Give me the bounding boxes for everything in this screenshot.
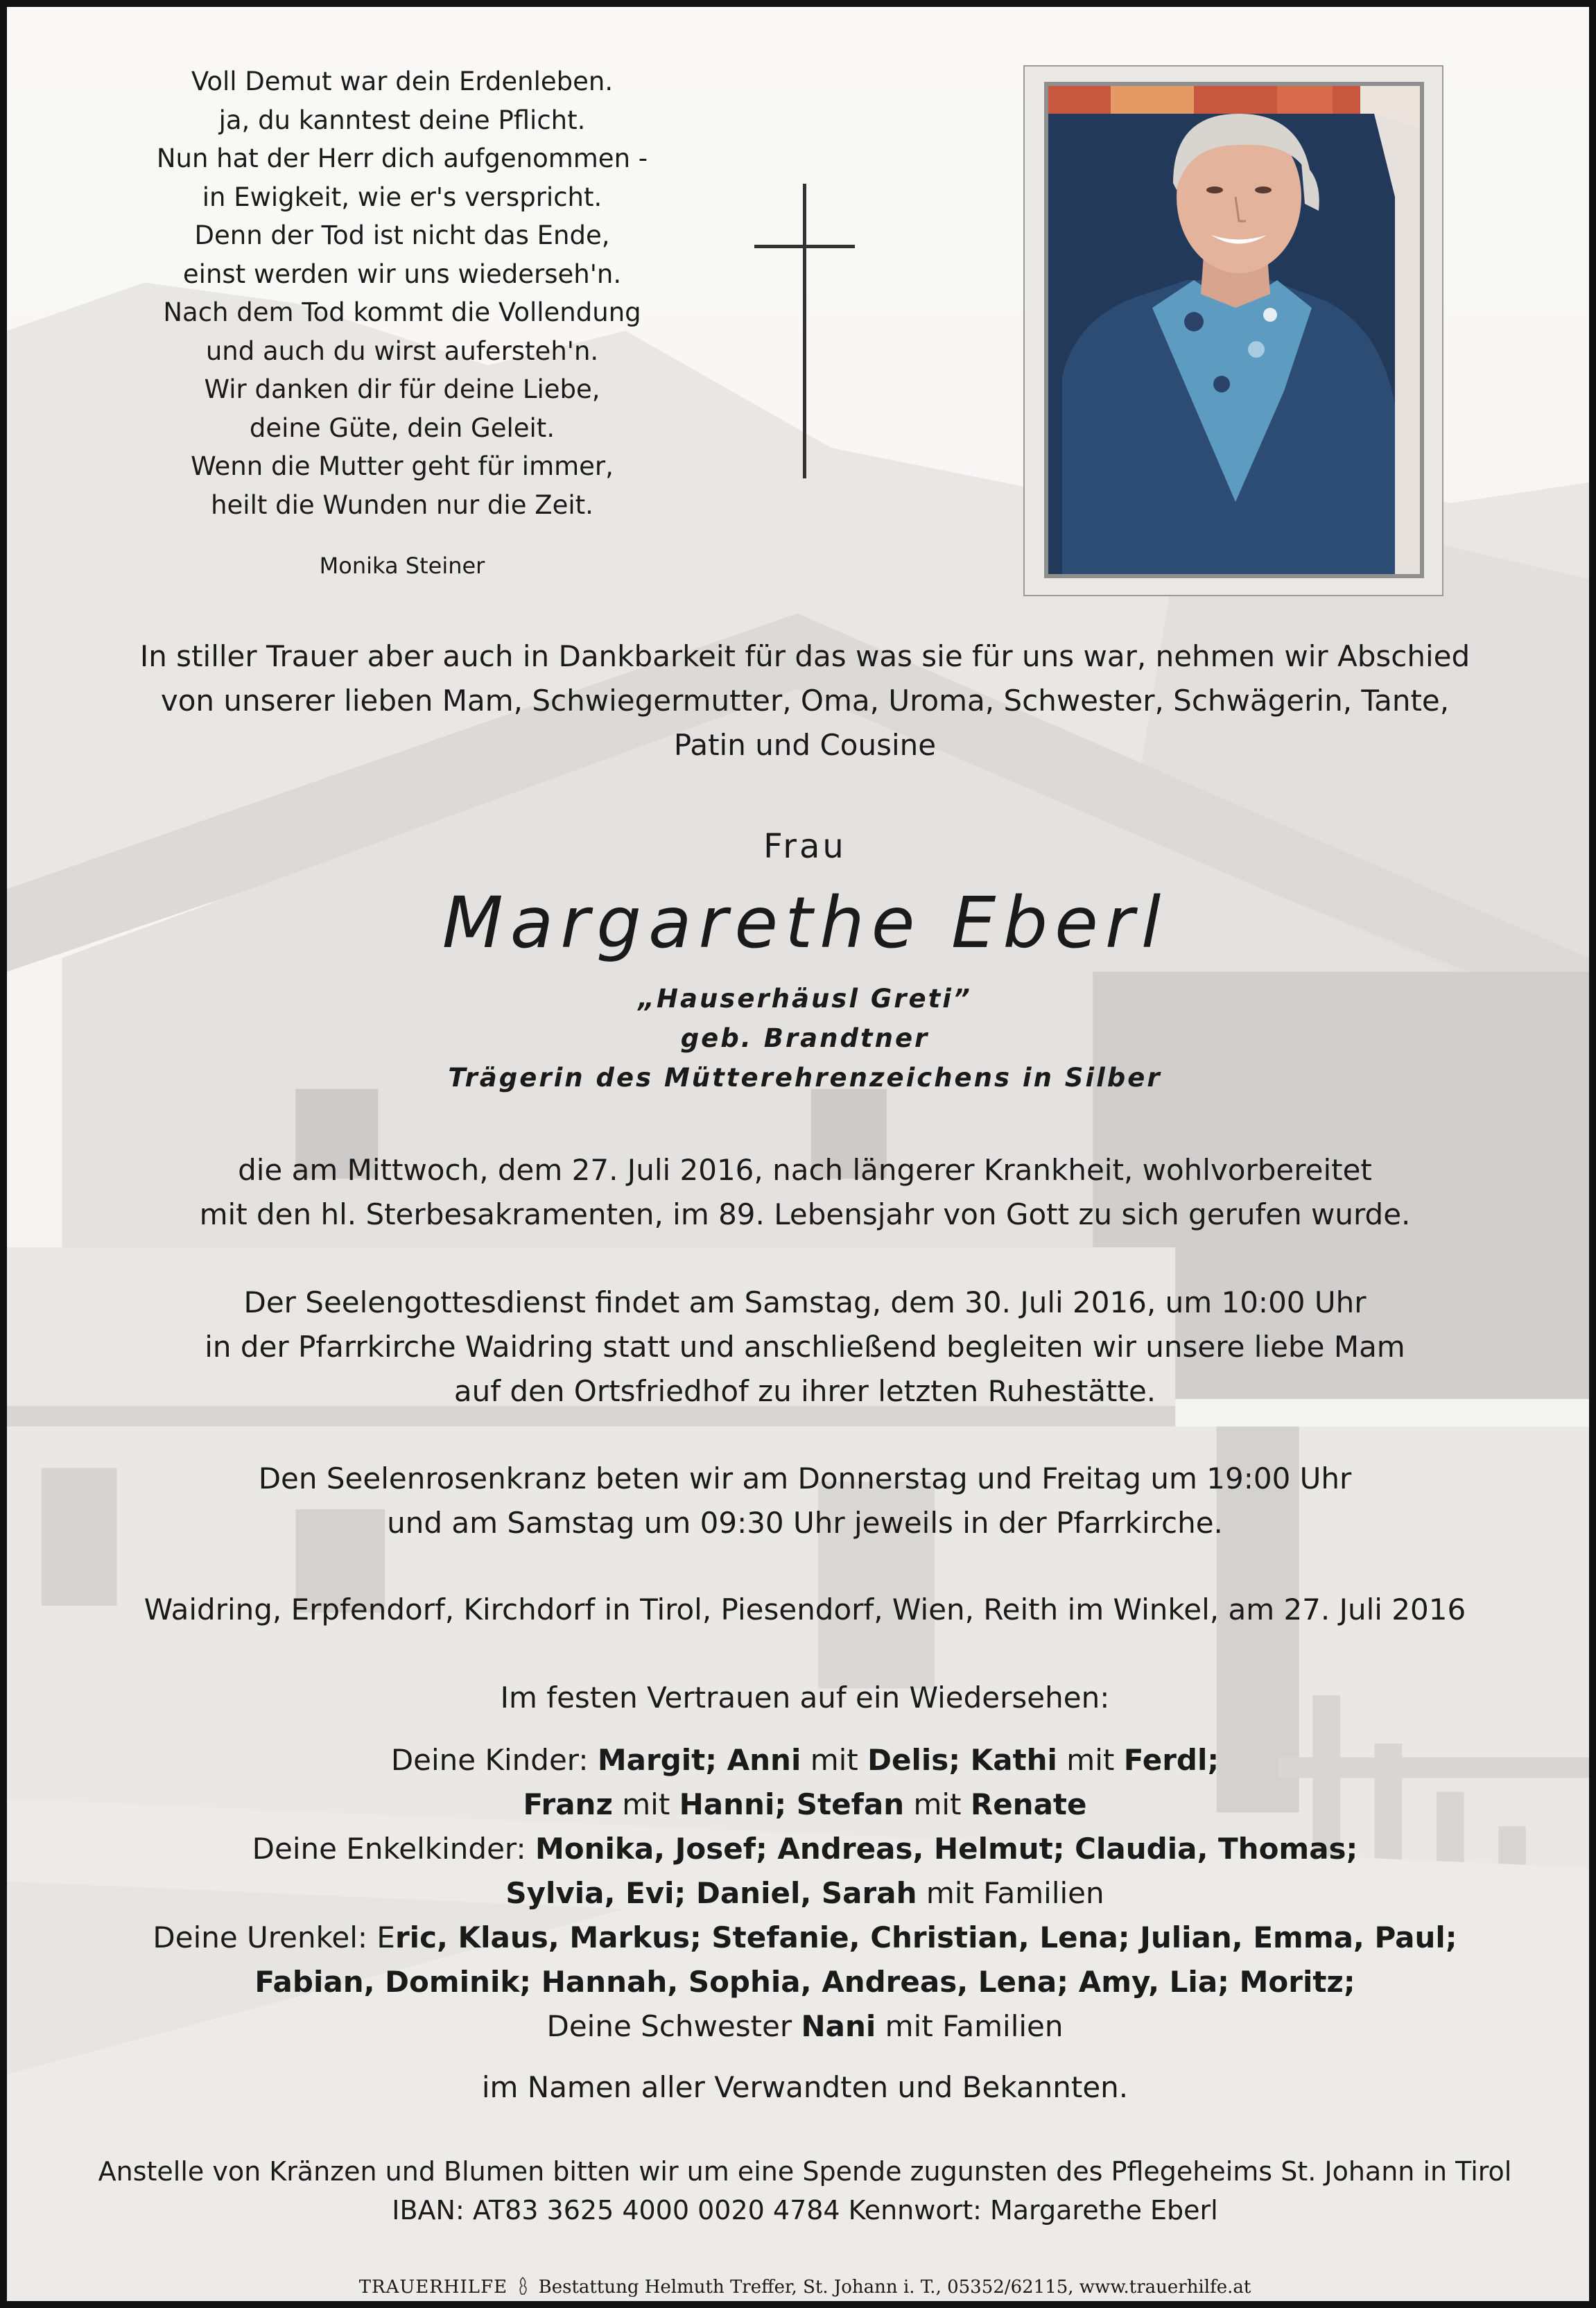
family-text: Deine Kinder: [390, 1743, 598, 1777]
family-text: mit [801, 1743, 868, 1777]
family-name-bold: Fabian, Dominik; Hannah, Sophia, Andreas, Lena; Amy, Lia; Moritz; [254, 1965, 1355, 1999]
family-name-bold: Franz [523, 1787, 613, 1821]
footer-brand: TRAUERHILFE [358, 2277, 508, 2298]
poem-line: einst werden wir uns wiederseh'n. [182, 259, 622, 289]
death-notice-line: mit den hl. Sterbesakramenten, im 89. Lebensjahr von Gott zu sich gerufen wurde. [199, 1197, 1411, 1231]
rosary-line: Den Seelenrosenkranz beten wir am Donnerstag und Freitag um 19:00 Uhr [258, 1461, 1352, 1495]
birth-name: geb. Brandtner [680, 1023, 930, 1053]
poem-author: Monika Steiner [319, 553, 485, 579]
family-line [62, 1960, 1547, 2004]
honor: Trägerin des Mütterehrenzeichens in Silber [448, 1063, 1162, 1093]
place-date-line: Waidring, Erpfendorf, Kirchdorf in Tirol, Piesendorf, Wien, Reith im Winkel, am 27. Juli 2016 [144, 1593, 1466, 1626]
poem-line: in Ewigkeit, wie er's verspricht. [202, 182, 602, 212]
poem-line: Wenn die Mutter geht für immer, [191, 451, 614, 481]
family-name-bold: Ferdl; [1123, 1743, 1220, 1777]
poem [90, 62, 714, 524]
death-notice-line: die am Mittwoch, dem 27. Juli 2016, nach längerer Krankheit, wohlvorbereitet [238, 1153, 1372, 1187]
poem-line: Wir danken dir für deine Liebe, [204, 374, 600, 404]
family-text: mit Familien [876, 2009, 1064, 2043]
family-line [62, 1871, 1547, 1916]
family-name-bold: Nani [801, 2009, 876, 2043]
family-name-bold: Monika, Josef; Andreas, Helmut; Claudia, Thomas; [535, 1832, 1358, 1866]
trauerhilfe-logo-icon [516, 2276, 530, 2297]
family-text: mit [904, 1787, 971, 1821]
intro-text [76, 634, 1534, 767]
intro-line: In stiller Trauer aber auch in Dankbarkeit für das was sie für uns war, nehmen wir Abschied [139, 639, 1471, 673]
poem-line: Voll Demut war dein Erdenleben. [191, 67, 614, 96]
poem-line: heilt die Wunden nur die Zeit. [211, 489, 593, 520]
family-name-bold: Delis; Kathi [867, 1743, 1057, 1777]
donation-line: IBAN: AT83 3625 4000 0020 4784 Kennwort: Margarethe Eberl [392, 2195, 1218, 2225]
family-text: Deine Schwester [546, 2009, 801, 2043]
cross-icon [754, 184, 855, 478]
family-name-bold: Hanni; Stefan [679, 1787, 905, 1821]
nickname: „Hauserhäusl Greti” [638, 984, 972, 1014]
salutation: Frau [763, 827, 847, 866]
family-name-bold: ric, Klaus, Markus; Stefanie, Christian, Lena; Julian, Emma, Paul; [394, 1920, 1457, 1954]
family-text: Deine Enkelkinder: [252, 1832, 535, 1866]
family-name-bold: Sylvia, Evi; Daniel, Sarah [505, 1876, 917, 1910]
poem-line: Denn der Tod ist nicht das Ende, [194, 220, 610, 250]
poem-line: Nun hat der Herr dich aufgenommen - [156, 144, 648, 173]
portrait-photo [1044, 82, 1424, 578]
poem-line: ja, du kanntest deine Pflicht. [218, 105, 586, 135]
poem-line: Nach dem Tod kommt die Vollendung [163, 297, 641, 327]
family-name-bold: Renate [970, 1787, 1087, 1821]
donation-line: Anstelle von Kränzen und Blumen bitten wir um eine Spende zugunsten des Pflegeheims St. Johann in Tirol [98, 2156, 1512, 2187]
poem-line: deine Güte, dein Geleit. [249, 413, 555, 443]
place-date [62, 1588, 1547, 1632]
funeral-line: in der Pfarrkirche Waidring statt und anschließend begleiten wir unsere liebe Mam [205, 1330, 1405, 1364]
intro-line: Patin und Cousine [673, 728, 937, 762]
family-line [62, 1738, 1547, 1782]
family-text: mit [1057, 1743, 1124, 1777]
family-line [62, 1827, 1547, 1871]
funeral-line: auf den Ortsfriedhof zu ihrer letzten Ruhestätte. [453, 1374, 1156, 1408]
family-line [62, 2004, 1547, 2049]
intro-line: von unserer lieben Mam, Schwiegermutter, Oma, Uroma, Schwester, Schwägerin, Tante, [160, 684, 1450, 718]
family-list [62, 1676, 1547, 2110]
family-text: mit Familien [917, 1876, 1104, 1910]
donation-request [62, 2152, 1547, 2230]
family-line [62, 1782, 1547, 1827]
death-notice [62, 1148, 1547, 1237]
family-heading: Im festen Vertrauen auf ein Wiedersehen: [500, 1681, 1110, 1715]
footer [7, 2276, 1596, 2298]
deceased-details [7, 979, 1596, 1097]
family-closing: im Namen aller Verwandten und Bekannten. [481, 2070, 1129, 2104]
deceased-name: Margarethe Eberl [442, 882, 1168, 964]
family-text: mit [612, 1787, 679, 1821]
rosary-line: und am Samstag um 09:30 Uhr jeweils in der Pfarrkirche. [387, 1506, 1223, 1540]
family-name-bold: Margit; Anni [597, 1743, 801, 1777]
poem-line: und auch du wirst aufersteh'n. [205, 336, 599, 366]
rosary-info [62, 1457, 1547, 1545]
family-text: Deine Urenkel: E [153, 1920, 395, 1954]
funeral-line: Der Seelengottesdienst findet am Samstag, dem 30. Juli 2016, um 10:00 Uhr [243, 1285, 1367, 1319]
footer-text: Bestattung Helmuth Treffer, St. Johann i. T., 05352/62115, www.trauerhilfe.at [538, 2277, 1251, 2298]
family-line [62, 1916, 1547, 1960]
funeral-info [62, 1281, 1547, 1414]
